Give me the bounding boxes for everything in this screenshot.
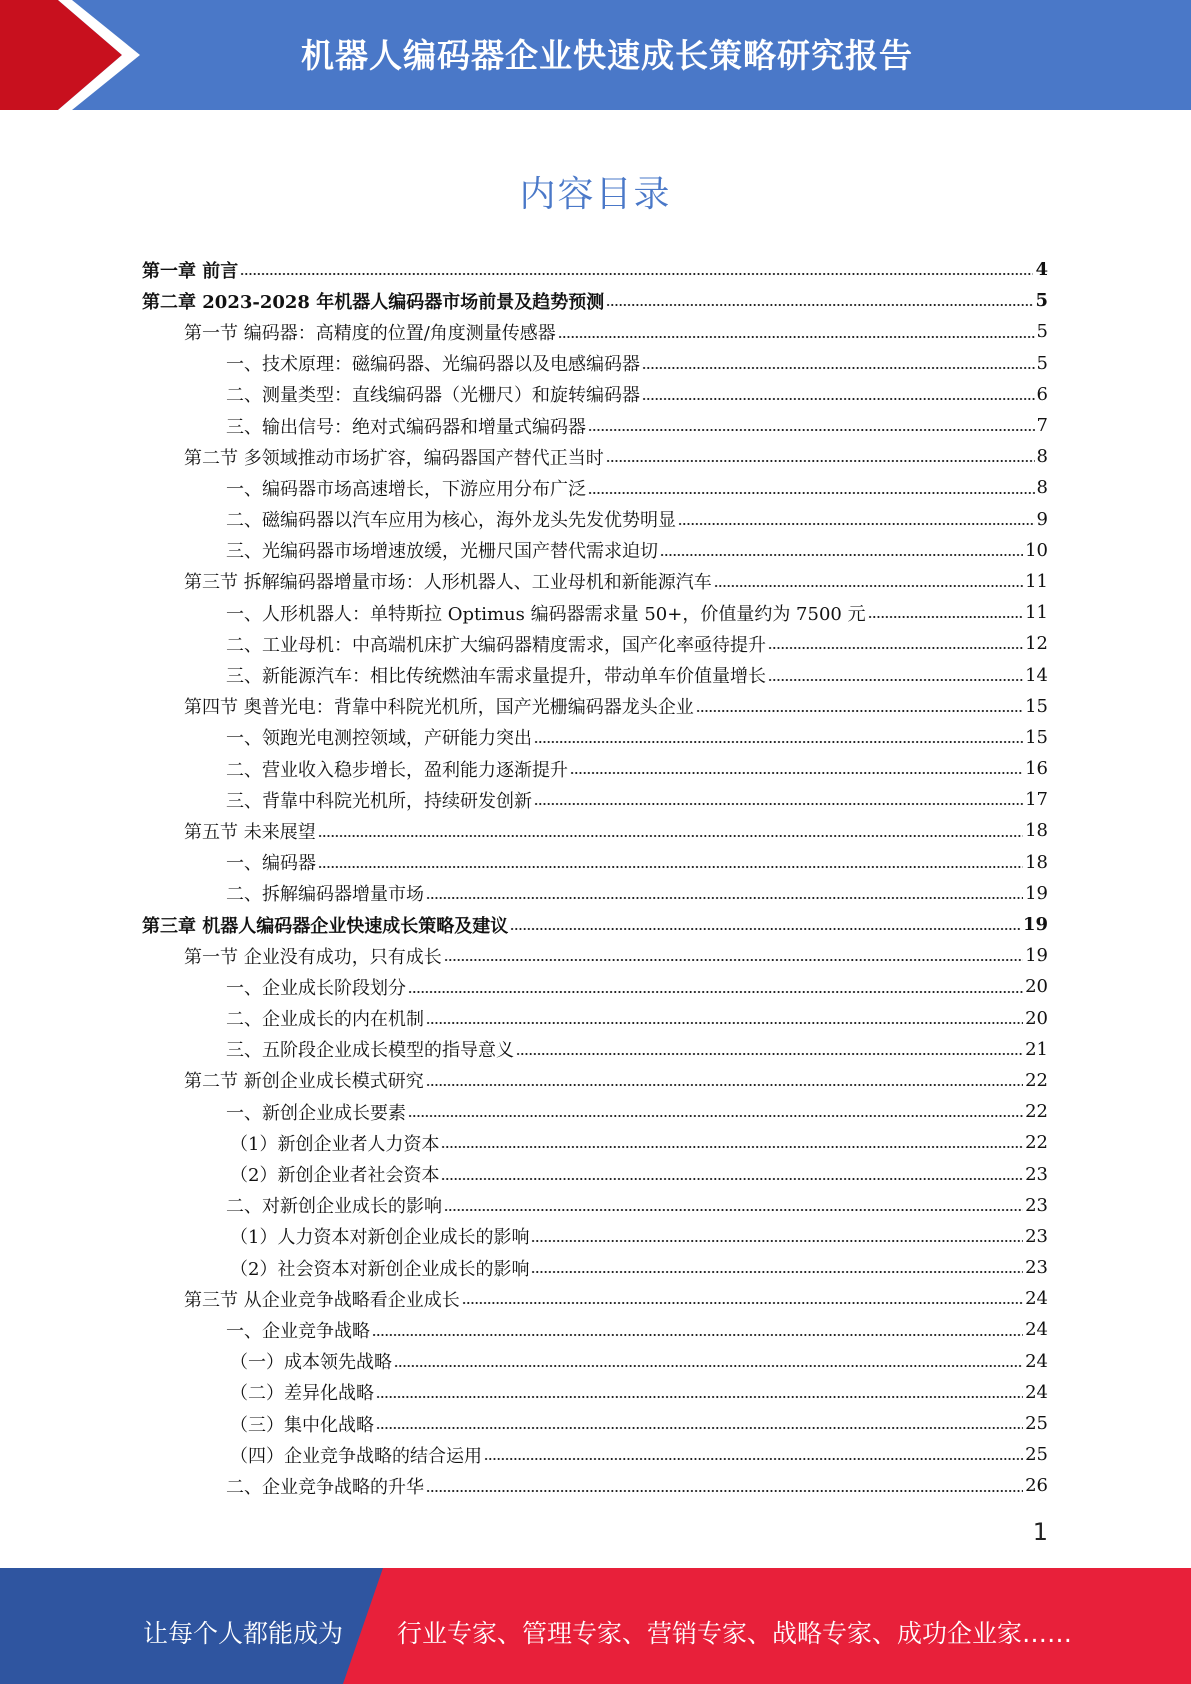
toc-entry[interactable] xyxy=(142,659,1048,690)
toc-dot-leader xyxy=(408,1114,1023,1118)
report-title: 机器人编码器企业快速成长策略研究报告 xyxy=(301,36,913,75)
toc-entry-title: （1）新创企业者人力资本 xyxy=(230,1133,440,1155)
toc-entry-title: 第二章 2023-2028 年机器人编码器市场前景及趋势预测 xyxy=(142,291,605,313)
toc-entry[interactable] xyxy=(142,753,1048,784)
toc-dot-leader xyxy=(570,771,1023,775)
toc-entry[interactable] xyxy=(142,1283,1048,1314)
toc-entry-title: 一、新创企业成长要素 xyxy=(226,1102,406,1124)
toc-heading: 内容目录 xyxy=(519,174,672,215)
toc-entry-title: （2）新创企业者社会资本 xyxy=(230,1165,440,1187)
toc-dot-leader xyxy=(534,802,1023,806)
toc-dot-leader xyxy=(531,1239,1023,1243)
toc-entry-title: 第三节 从企业竞争战略看企业成长 xyxy=(184,1289,460,1311)
toc-entry[interactable] xyxy=(142,1127,1048,1158)
toc-entry-title: 一、技术原理：磁编码器、光编码器以及电感编码器 xyxy=(226,354,640,376)
footer-slogan-right: 行业专家、管理专家、营销专家、战略专家、成功企业家…… xyxy=(397,1619,1073,1648)
toc-dot-leader xyxy=(408,990,1023,994)
toc-entry-page: 26 xyxy=(1025,1475,1048,1497)
toc-entry-page: 23 xyxy=(1025,1225,1048,1247)
toc-entry[interactable] xyxy=(142,410,1048,441)
toc-entry-title: 一、编码器市场高速增长，下游应用分布广泛 xyxy=(226,478,586,500)
toc-entry-title: 一、人形机器人：单特斯拉 Optimus 编码器需求量 50+，价值量约为 7500 元 xyxy=(226,603,866,625)
toc-entry-page: 21 xyxy=(1025,1038,1048,1060)
toc-dot-leader xyxy=(441,1177,1023,1181)
toc-entry-page: 22 xyxy=(1025,1069,1048,1091)
toc-entry-page: 16 xyxy=(1025,758,1048,780)
toc-entry-title: 一、编码器 xyxy=(226,853,316,875)
toc-entry-title: 三、输出信号：绝对式编码器和增量式编码器 xyxy=(226,416,586,438)
toc-entry-title: 三、五阶段企业成长模型的指导意义 xyxy=(226,1040,514,1062)
toc-entry-page: 8 xyxy=(1036,446,1048,468)
toc-entry-title: 二、测量类型：直线编码器（光栅尺）和旋转编码器 xyxy=(226,385,640,407)
toc-entry-page: 15 xyxy=(1025,726,1048,748)
toc-dot-leader xyxy=(660,553,1023,557)
toc-entry-page: 8 xyxy=(1036,477,1048,499)
toc-dot-leader xyxy=(426,896,1023,900)
toc-entry-page: 12 xyxy=(1025,633,1048,655)
toc-entry-page: 18 xyxy=(1025,820,1048,842)
toc-dot-leader xyxy=(714,584,1023,588)
toc-entry-page: 19 xyxy=(1025,882,1048,904)
toc-entry[interactable] xyxy=(142,1190,1048,1221)
toc-entry[interactable] xyxy=(142,285,1048,316)
toc-dot-leader xyxy=(606,303,1033,307)
toc-entry-title: 第三节 拆解编码器增量市场：人形机器人、工业母机和新能源汽车 xyxy=(184,572,712,594)
toc-entry[interactable] xyxy=(142,472,1048,503)
toc-dot-leader xyxy=(376,1395,1023,1399)
toc-entry[interactable] xyxy=(142,722,1048,753)
toc-entry-title: （四）企业竞争战略的结合运用 xyxy=(230,1445,482,1467)
toc-entry-title: 一、领跑光电测控领域，产研能力突出 xyxy=(226,728,532,750)
toc-dot-leader xyxy=(441,1145,1023,1149)
toc-dot-leader xyxy=(462,1301,1023,1305)
toc-dot-leader xyxy=(426,1083,1023,1087)
toc-entry-title: 三、光编码器市场增速放缓，光栅尺国产替代需求迫切 xyxy=(226,541,658,563)
toc-entry-page: 18 xyxy=(1025,851,1048,873)
header-banner xyxy=(0,0,1191,110)
toc-entry[interactable] xyxy=(142,909,1048,940)
toc-entry-page: 25 xyxy=(1025,1413,1048,1435)
toc-entry-page: 24 xyxy=(1025,1381,1048,1403)
toc-entry[interactable] xyxy=(142,535,1048,566)
toc-entry[interactable] xyxy=(142,348,1048,379)
toc-entry-title: 三、新能源汽车：相比传统燃油车需求量提升，带动单车价值量增长 xyxy=(226,666,766,688)
toc-entry[interactable] xyxy=(142,566,1048,597)
toc-entry[interactable] xyxy=(142,1377,1048,1408)
toc-entry-title: 第四节 奥普光电：背靠中科院光机所，国产光栅编码器龙头企业 xyxy=(184,697,694,719)
toc-entry-title: 二、企业竞争战略的升华 xyxy=(226,1476,424,1498)
toc-dot-leader xyxy=(768,678,1023,682)
toc-entry-page: 7 xyxy=(1036,415,1048,437)
toc-entry-title: 第二节 多领域推动市场扩容，编码器国产替代正当时 xyxy=(184,447,604,469)
toc-entry-page: 20 xyxy=(1025,1007,1048,1029)
toc-entry-title: 第一节 编码器：高精度的位置/角度测量传感器 xyxy=(184,322,556,344)
toc-entry-page: 10 xyxy=(1025,539,1048,561)
toc-entry-page: 4 xyxy=(1035,259,1048,281)
toc-entry-page: 6 xyxy=(1036,383,1048,405)
toc-entry[interactable] xyxy=(142,504,1048,535)
toc-dot-leader xyxy=(768,646,1023,650)
toc-entry[interactable] xyxy=(142,254,1048,285)
toc-entry-title: 第二节 新创企业成长模式研究 xyxy=(184,1071,424,1093)
toc-dot-leader xyxy=(534,740,1023,744)
toc-entry-page: 24 xyxy=(1025,1319,1048,1341)
toc-entry-page: 23 xyxy=(1025,1163,1048,1185)
toc-entry-page: 5 xyxy=(1036,321,1048,343)
toc-entry[interactable] xyxy=(142,1034,1048,1065)
footer-banner xyxy=(0,1568,1191,1684)
toc-entry-page: 22 xyxy=(1025,1101,1048,1123)
toc-entry-page: 11 xyxy=(1025,602,1048,624)
toc-entry-page: 20 xyxy=(1025,976,1048,998)
toc-entry-page: 23 xyxy=(1025,1257,1048,1279)
toc-entry[interactable] xyxy=(142,1439,1048,1470)
toc-entry-title: （二）差异化战略 xyxy=(230,1383,374,1405)
toc-dot-leader xyxy=(318,865,1023,869)
toc-entry-page: 25 xyxy=(1025,1444,1048,1466)
toc-entry-title: （一）成本领先战略 xyxy=(230,1352,392,1374)
toc-entry[interactable] xyxy=(142,815,1048,846)
toc-dot-leader xyxy=(606,459,1035,463)
toc-entry[interactable] xyxy=(142,847,1048,878)
toc-entry[interactable] xyxy=(142,1346,1048,1377)
toc-entry[interactable] xyxy=(142,379,1048,410)
toc-entry-page: 14 xyxy=(1025,664,1048,686)
toc-entry[interactable] xyxy=(142,691,1048,722)
toc-entry-page: 23 xyxy=(1025,1194,1048,1216)
toc-entry-title: 二、磁编码器以汽车应用为核心，海外龙头先发优势明显 xyxy=(226,510,676,532)
toc-dot-leader xyxy=(240,272,1033,276)
toc-dot-leader xyxy=(444,958,1023,962)
toc-entry[interactable] xyxy=(142,316,1048,347)
toc-dot-leader xyxy=(531,1270,1023,1274)
toc-entry[interactable] xyxy=(142,1221,1048,1252)
toc-entry[interactable] xyxy=(142,1158,1048,1189)
toc-entry-title: （2）社会资本对新创企业成长的影响 xyxy=(230,1258,530,1280)
toc-dot-leader xyxy=(394,1364,1023,1368)
toc-entry-page: 19 xyxy=(1022,914,1048,936)
toc-dot-leader xyxy=(426,1489,1023,1493)
toc-entry-page: 24 xyxy=(1025,1350,1048,1372)
toc-entry[interactable] xyxy=(142,1065,1048,1096)
toc-dot-leader xyxy=(678,522,1035,526)
toc-dot-leader xyxy=(642,366,1035,370)
toc-entry-title: 第三章 机器人编码器企业快速成长策略及建议 xyxy=(142,915,509,937)
toc-entry-title: （三）集中化战略 xyxy=(230,1414,374,1436)
toc-entry[interactable] xyxy=(142,1252,1048,1283)
toc-entry-page: 15 xyxy=(1025,695,1048,717)
toc-entry[interactable] xyxy=(142,628,1048,659)
toc-dot-leader xyxy=(318,834,1023,838)
toc-dot-leader xyxy=(484,1457,1023,1461)
toc-entry-title: 二、营业收入稳步增长，盈利能力逐渐提升 xyxy=(226,759,568,781)
toc-entry[interactable] xyxy=(142,597,1048,628)
toc-dot-leader xyxy=(588,491,1035,495)
toc-dot-leader xyxy=(642,397,1035,401)
toc-entry[interactable] xyxy=(142,1096,1048,1127)
toc-entry-title: 二、企业成长的内在机制 xyxy=(226,1009,424,1031)
toc-entry-title: 第一节 企业没有成功，只有成长 xyxy=(184,946,442,968)
toc-entry-title: 二、拆解编码器增量市场 xyxy=(226,884,424,906)
toc-dot-leader xyxy=(444,1208,1023,1212)
toc-entry[interactable] xyxy=(142,1408,1048,1439)
toc-entry-title: 三、背靠中科院光机所，持续研发创新 xyxy=(226,790,532,812)
toc-entry-page: 11 xyxy=(1025,570,1048,592)
toc-entry-title: 一、企业竞争战略 xyxy=(226,1320,370,1342)
toc-dot-leader xyxy=(558,335,1035,339)
toc-entry-title: 二、对新创企业成长的影响 xyxy=(226,1196,442,1218)
toc-entry[interactable] xyxy=(142,784,1048,815)
toc-entry-page: 24 xyxy=(1025,1288,1048,1310)
toc-entry[interactable] xyxy=(142,1314,1048,1345)
toc-entry[interactable] xyxy=(142,1003,1048,1034)
toc-entry-page: 5 xyxy=(1035,290,1048,312)
table-of-contents xyxy=(142,254,1048,1502)
toc-dot-leader xyxy=(516,1052,1023,1056)
footer-slogan-left: 让每个人都能成为 xyxy=(143,1619,344,1648)
toc-entry[interactable] xyxy=(142,940,1048,971)
toc-entry-title: （1）人力资本对新创企业成长的影响 xyxy=(230,1227,530,1249)
toc-dot-leader xyxy=(588,428,1035,432)
toc-dot-leader xyxy=(868,615,1024,619)
toc-dot-leader xyxy=(376,1426,1023,1430)
toc-entry[interactable] xyxy=(142,441,1048,472)
toc-entry[interactable] xyxy=(142,1470,1048,1501)
page-number: 1 xyxy=(1032,1518,1048,1546)
toc-entry-page: 5 xyxy=(1036,352,1048,374)
toc-entry-page: 17 xyxy=(1025,789,1048,811)
toc-entry-page: 19 xyxy=(1025,945,1048,967)
toc-dot-leader xyxy=(426,1021,1023,1025)
toc-dot-leader xyxy=(510,927,1021,931)
toc-dot-leader xyxy=(696,709,1023,713)
toc-entry-title: 一、企业成长阶段划分 xyxy=(226,977,406,999)
toc-dot-leader xyxy=(372,1333,1023,1337)
toc-entry-page: 22 xyxy=(1025,1132,1048,1154)
toc-entry-title: 第一章 前言 xyxy=(142,260,239,282)
toc-entry-page: 9 xyxy=(1036,508,1048,530)
toc-entry[interactable] xyxy=(142,971,1048,1002)
toc-entry[interactable] xyxy=(142,878,1048,909)
toc-entry-title: 二、工业母机：中高端机床扩大编码器精度需求，国产化率亟待提升 xyxy=(226,634,766,656)
toc-entry-title: 第五节 未来展望 xyxy=(184,821,316,843)
